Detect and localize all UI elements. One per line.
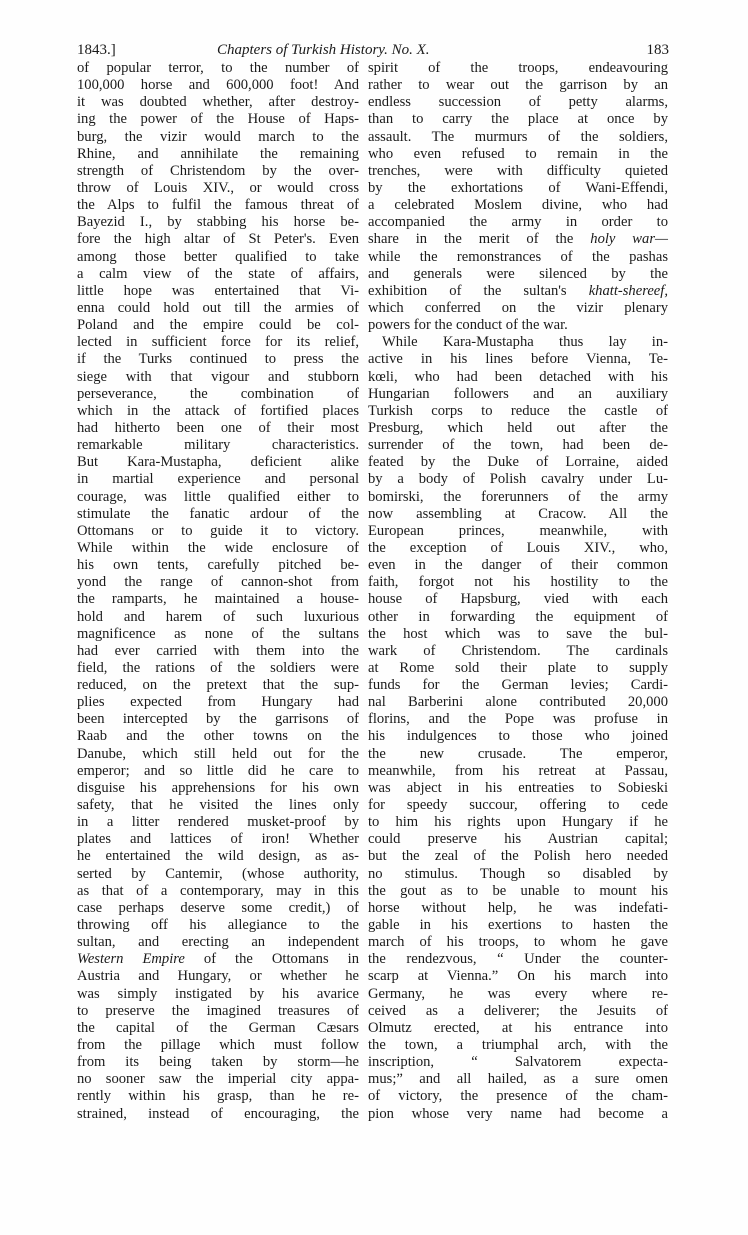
text-line: could preserve his Austrian capital; [368,831,668,848]
text-line: funds for the German levies; Cardi- [368,677,668,694]
text-line: among those better qualified to take [77,248,359,265]
text-line: even in the danger of their common [368,557,668,574]
text-line: in a litter rendered musket-proof by [77,814,359,831]
text-line: 100,000 horse and 600,000 foot! And [77,77,359,94]
text-line: Hungarian followers and an auxiliary [368,385,668,402]
text-line: to preserve the imagined treasures of [77,1002,359,1019]
text-line: rently within his grasp, than he re- [77,1088,359,1105]
text-line: scarp at Vienna.” On his march into [368,968,668,985]
text-line: as that of a contemporary, may in this [77,882,359,899]
text-line: the host which was to save the bul- [368,625,668,642]
text-line: the Alps to fulfil the famous threat of [77,197,359,214]
text-line: plates and lattices of iron! Whether [77,831,359,848]
text-line: lected in sufficient force for its relief, [77,334,359,351]
text-line: the new crusade. The emperor, [368,745,668,762]
text-line: While within the wide enclosure of [77,539,359,556]
text-line: wark of Christendom. The cardinals [368,642,668,659]
text-line: kœli, who had been detached with his [368,368,668,385]
text-line: surrender of the town, had been de- [368,437,668,454]
text-line: by the exhortations of Wani-Effendi, [368,179,668,196]
text-line: ing the power of the House of Haps- [77,111,359,128]
text-line: no sooner saw the imperial city appa- [77,1071,359,1088]
text-line: Bayezid I., by stabbing his horse be- [77,214,359,231]
text-line: strength of Christendom by the over- [77,162,359,179]
text-line: for speedy succour, offering to cede [368,797,668,814]
text-line: Olmutz erected, at his entrance into [368,1019,668,1036]
text-line: sultan, and erecting an independent [77,934,359,951]
text-line: reduced, on the pretext that the sup- [77,677,359,694]
text-line: disguise his apprehensions for his own [77,779,359,796]
text-line: gable in his exertions to hasten the [368,917,668,934]
right-text-column [368,60,668,1123]
text-line: field, the rations of the soldiers were [77,659,359,676]
text-line: if the Turks continued to press the [77,351,359,368]
text-line: nal Barberini alone contributed 20,000 [368,694,668,711]
text-line: and generals were silenced by the [368,265,668,282]
left-text-column [77,60,359,1123]
text-line: the town, a triumphal arch, with the [368,1037,668,1054]
text-line: was simply instigated by his avarice [77,985,359,1002]
text-line: of popular terror, to the number of [77,60,359,76]
text-line: stimulate the fanatic ardour of the [77,505,359,522]
text-line: march of his troops, to whom he gave [368,934,668,951]
text-line: Austria and Hungary, or whether he [77,968,359,985]
text-line: remarkable military characteristics. [77,437,359,454]
text-line: his own tents, carefully pitched be- [77,557,359,574]
text-line: in martial experience and personal [77,471,359,488]
text-line: hold and harem of such luxurious [77,608,359,625]
text-line: siege with that vigour and stubborn [77,368,359,385]
text-line: the capital of the German Cæsars [77,1019,359,1036]
text-line: little hope was entertained that Vi- [77,282,359,299]
text-line: his indulgences to those who joined [368,728,668,745]
text-line: plies expected from Hungary had [77,694,359,711]
text-line: magnificence as none of the sultans [77,625,359,642]
text-line: rather to wear out the garrison by an [368,77,668,94]
text-line: Presburg, which held out after the [368,419,668,436]
text-line: throwing off his allegiance to the [77,917,359,934]
text-line: the gout as to be unable to mount his [368,882,668,899]
text-line: the exception of Louis XIV., who, [368,539,668,556]
text-line: share in the merit of the holy war— [368,231,668,248]
italic-phrase: holy war— [590,231,668,248]
text-line: bomirski, the forerunners of the army [368,488,668,505]
text-line: burg, the vizir would march to the [77,128,359,145]
text-line: a celebrated Moslem divine, who had [368,197,668,214]
text-line: safety, that he visited the lines only [77,797,359,814]
text-line: While Kara-Mustapha thus lay in- [382,334,668,351]
text-line: accompanied the army in order to [368,214,668,231]
page-number: 183 [646,42,669,58]
text-line: enna could hold out till the armies of [77,299,359,316]
text-line: perseverance, the combination of [77,385,359,402]
text-line: other in forwarding the equipment of [368,608,668,625]
text-line: endless succession of petty alarms, [368,94,668,111]
text-line: Ottomans or to guide it to victory. [77,522,359,539]
header-year: 1843.] [77,42,116,58]
text-line: a calm view of the state of affairs, [77,265,359,282]
text-line: from its being taken by storm—he [77,1054,359,1071]
text-line: Raab and the other towns on the [77,728,359,745]
text-line: meanwhile, from his retreat at Passau, [368,762,668,779]
text-line: no stimulus. Though so disabled by [368,865,668,882]
text-line: had hitherto been one of their most [77,419,359,436]
text-line: than to carry the place at once by [368,111,668,128]
text-line: inscription, “ Salvatorem expecta- [368,1054,668,1071]
text-line: had ever carried with them into the [77,642,359,659]
text-line: faith, forgot not his hostility to the [368,574,668,591]
text-line: yond the range of cannon-shot from [77,574,359,591]
text-line: European princes, meanwhile, with [368,522,668,539]
text-line: mus;” and all hailed, as a sure omen [368,1071,668,1088]
text-line: the rendezvous, “ Under the counter- [368,951,668,968]
text-line: emperor; and so little did he care to [77,762,359,779]
text-line: by a body of Polish cavalry under Lu- [368,471,668,488]
header-running-title: Chapters of Turkish History. No. X. [217,42,430,58]
text-line: to him his rights upon Hungary if he [368,814,668,831]
text-line: he entertained the wild design, as as- [77,848,359,865]
text-line: assault. The murmurs of the soldiers, [368,128,668,145]
text-line: of victory, the presence of the cham- [368,1088,668,1105]
text-line: horse without help, he was indefati- [368,899,668,916]
text-line: was abject in his entreaties to Sobieski [368,779,668,796]
text-line: case perhaps deserve some credit,) of [77,899,359,916]
text-line: the ramparts, he maintained a house- [77,591,359,608]
italic-phrase: khatt-shereef, [588,282,668,299]
text-line: Poland and the empire could be col- [77,317,359,334]
text-line: serted by Cantemir, (whose authority, [77,865,359,882]
text-line: feated by the Duke of Lorraine, aided [368,454,668,471]
text-line: active in his lines before Vienna, Te- [368,351,668,368]
text-line: but the zeal of the Polish hero needed [368,848,668,865]
text-line: from the pillage which must follow [77,1037,359,1054]
text-line: pion whose very name had become a [368,1105,668,1122]
text-line: while the remonstrances of the pashas [368,248,668,265]
text-line: powers for the conduct of the war. [368,317,568,334]
text-line: Germany, he was every where re- [368,985,668,1002]
text-line: Danube, which still held out for the [77,745,359,762]
text-line: Turkish corps to reduce the castle of [368,402,668,419]
italic-phrase: Western Empire [77,951,185,968]
text-line: ceived as a deliverer; the Jesuits of [368,1002,668,1019]
text-line: Western Empire of the Ottomans in [77,951,359,968]
text-line: at Rome sold their plate to supply [368,659,668,676]
text-line: But Kara-Mustapha, deficient alike [77,454,359,471]
text-line: now assembling at Cracow. All the [368,505,668,522]
text-line: it was doubted whether, after destroy- [77,94,359,111]
text-line: florins, and the Pope was profuse in [368,711,668,728]
text-line: trenches, were with difficulty quieted [368,162,668,179]
text-line: which conferred on the vizir plenary [368,299,668,316]
text-line: spirit of the troops, endeavouring [368,60,668,76]
text-line: which in the attack of fortified places [77,402,359,419]
text-line: Rhine, and annihilate the remaining [77,145,359,162]
text-line: courage, was little qualified either to [77,488,359,505]
text-line: who even refused to remain in the [368,145,668,162]
text-line: house of Hapsburg, vied with each [368,591,668,608]
running-header [77,40,669,60]
text-line: strained, instead of encouraging, the [77,1105,359,1122]
text-line: throw of Louis XIV., or would cross [77,179,359,196]
text-line: exhibition of the sultan's khatt-shereef, [368,282,668,299]
text-line: fore the high altar of St Peter's. Even [77,231,359,248]
text-line: been intercepted by the garrisons of [77,711,359,728]
